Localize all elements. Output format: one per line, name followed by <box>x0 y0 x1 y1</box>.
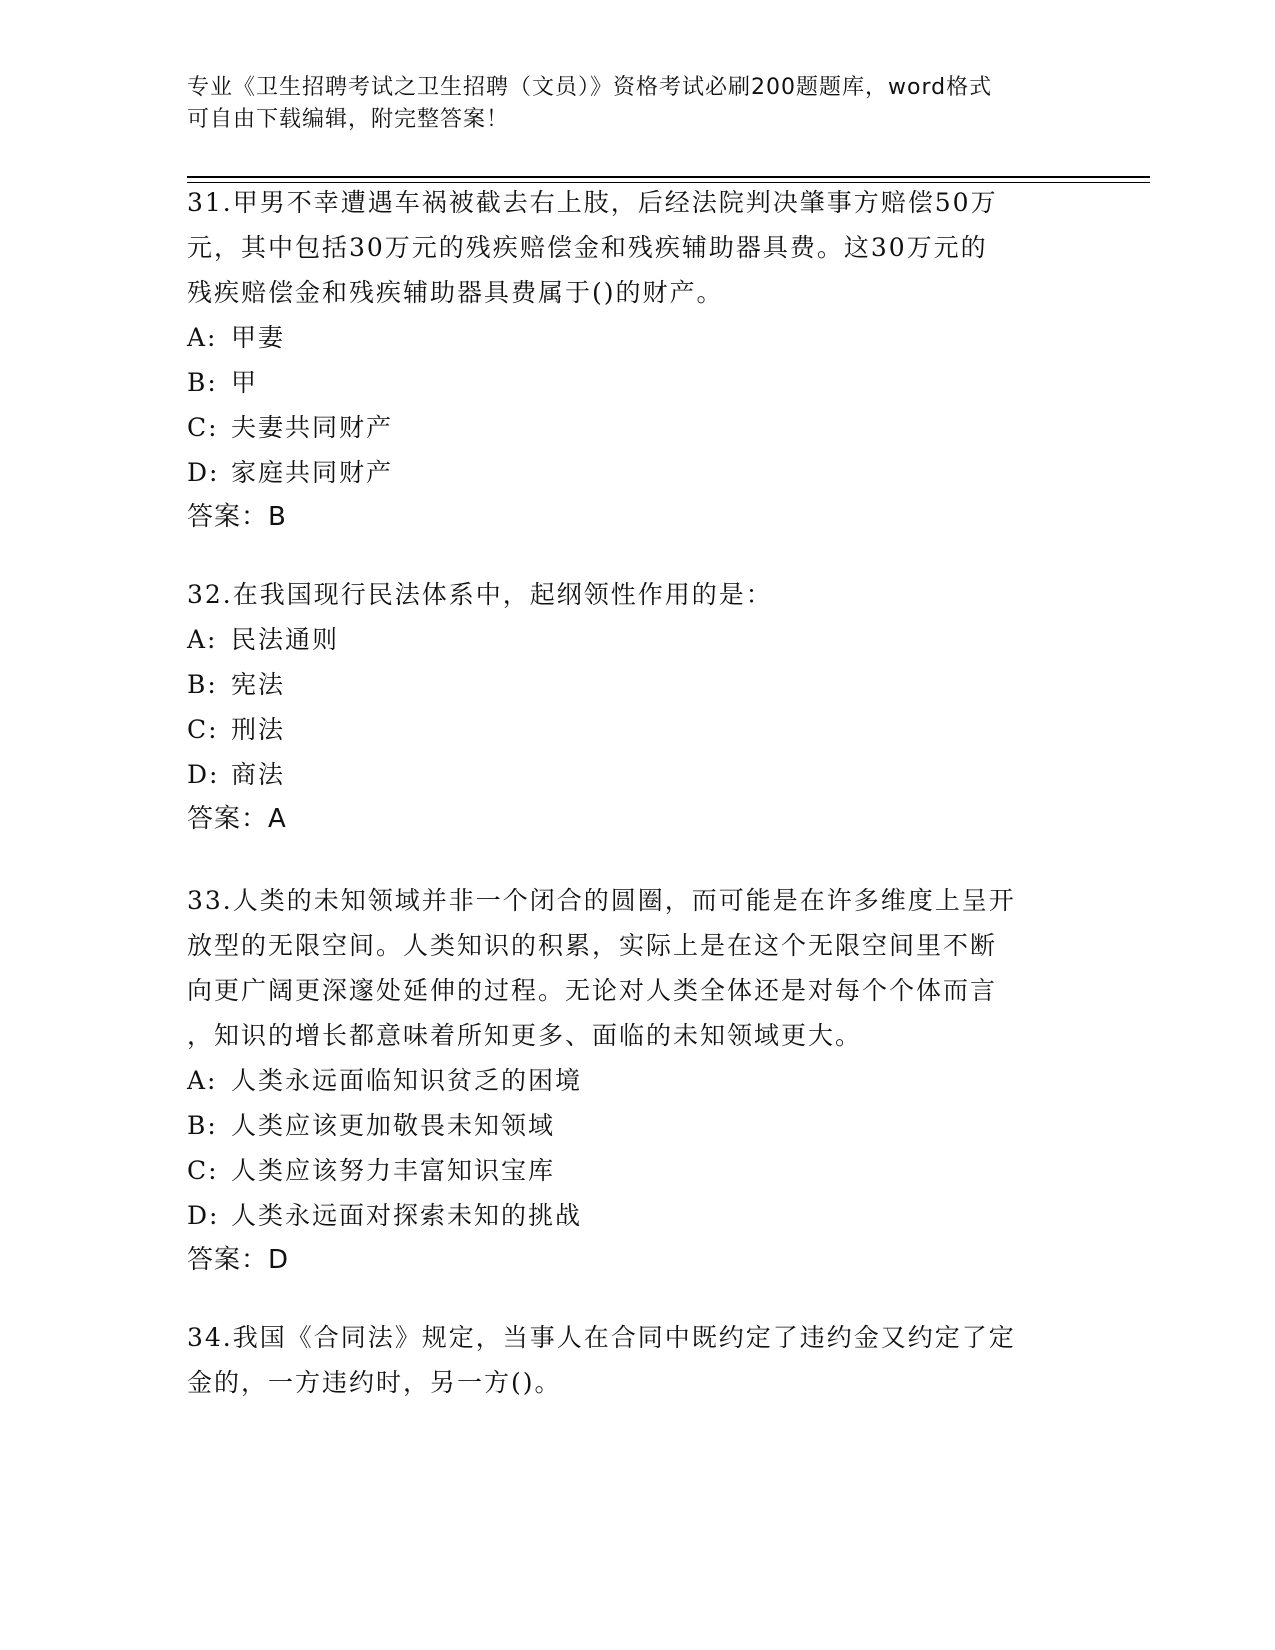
option-a <box>187 315 1087 360</box>
option-key: D: <box>187 1201 220 1230</box>
option-text: 民法通则 <box>231 625 340 654</box>
option-c <box>187 1148 1087 1193</box>
question-text-line: 放型的无限空间。人类知识的积累，实际上是在这个无限空间里不断 <box>187 931 998 960</box>
option-key: C: <box>187 413 219 442</box>
option-key: B: <box>187 1111 218 1140</box>
option-text: 人类永远面临知识贫乏的困境 <box>231 1066 583 1095</box>
option-text: 人类应该努力丰富知识宝库 <box>231 1156 556 1185</box>
question-text-line: 残疾赔偿金和残疾辅助器具费属于()的财产。 <box>187 278 724 307</box>
option-text: 人类永远面对探索未知的挑战 <box>231 1201 583 1230</box>
option-b <box>187 662 1087 707</box>
option-text: 人类应该更加敬畏未知领域 <box>231 1111 556 1140</box>
option-key: B: <box>187 368 218 397</box>
option-text: 宪法 <box>231 670 286 699</box>
option-d <box>187 450 1087 495</box>
answer-label: 答案：D <box>187 1245 290 1275</box>
option-c <box>187 707 1087 752</box>
document-header <box>187 72 1087 136</box>
question-33 <box>187 878 1087 1283</box>
question-31 <box>187 180 1087 540</box>
option-b <box>187 1103 1087 1148</box>
option-b <box>187 360 1087 405</box>
question-text-line: 34.我国《合同法》规定，当事人在合同中既约定了违约金又约定了定 <box>187 1323 1016 1352</box>
question-34 <box>187 1315 1087 1405</box>
option-key: B: <box>187 670 218 699</box>
question-text-line: 金的，一方违约时，另一方()。 <box>187 1368 562 1397</box>
question-32 <box>187 572 1087 842</box>
answer-label: 答案：A <box>187 804 287 834</box>
option-a <box>187 1058 1087 1103</box>
header-line-1: 专业《卫生招聘考试之卫生招聘（文员）》资格考试必刷200题题库，word格式 <box>187 75 993 100</box>
option-key: A: <box>187 323 218 352</box>
option-d <box>187 752 1087 797</box>
option-text: 夫妻共同财产 <box>231 413 394 442</box>
option-text: 甲妻 <box>231 323 286 352</box>
option-text: 家庭共同财产 <box>231 458 394 487</box>
header-line-2: 可自由下载编辑，附完整答案！ <box>187 107 510 132</box>
option-c <box>187 405 1087 450</box>
option-text: 商法 <box>231 760 286 789</box>
option-key: C: <box>187 1156 219 1185</box>
option-key: A: <box>187 625 218 654</box>
question-text-line: 元，其中包括30万元的残疾赔偿金和残疾辅助器具费。这30万元的 <box>187 233 988 262</box>
question-text-line: 向更广阔更深邃处延伸的过程。无论对人类全体还是对每个个体而言 <box>187 976 998 1005</box>
option-d <box>187 1193 1087 1238</box>
question-text-line: 33.人类的未知领域并非一个闭合的圆圈，而可能是在许多维度上呈开 <box>187 886 1016 915</box>
question-text-line: 31.甲男不幸遭遇车祸被截去右上肢，后经法院判决肇事方赔偿50万 <box>187 188 998 217</box>
option-key: C: <box>187 715 219 744</box>
option-key: A: <box>187 1066 218 1095</box>
option-key: D: <box>187 760 220 789</box>
header-divider-thick <box>187 176 1150 178</box>
answer-label: 答案：B <box>187 502 287 532</box>
question-text-line: ，知识的增长都意味着所知更多、面临的未知领域更大。 <box>187 1021 863 1050</box>
option-a <box>187 617 1087 662</box>
question-text-line: 32.在我国现行民法体系中，起纲领性作用的是： <box>187 580 773 609</box>
option-text: 刑法 <box>231 715 286 744</box>
option-text: 甲 <box>231 368 259 397</box>
option-key: D: <box>187 458 220 487</box>
